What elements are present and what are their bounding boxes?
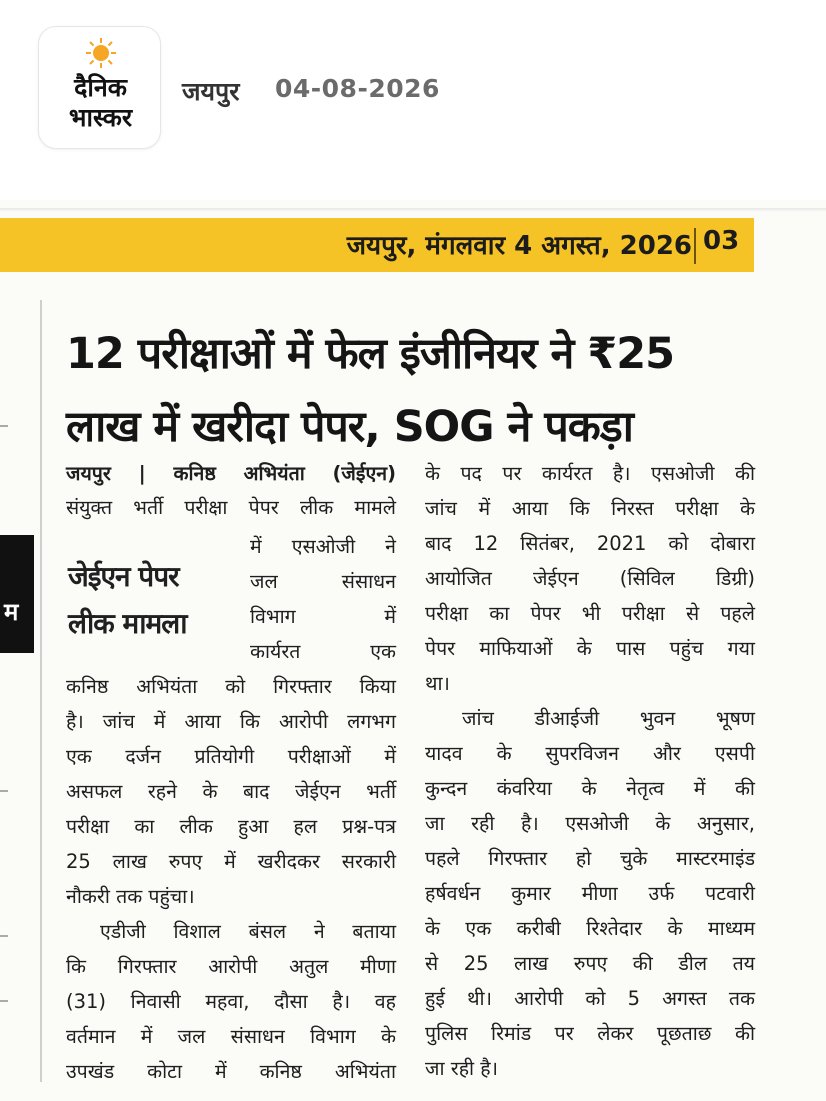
article-text-line: पहले गिरफ्तार हो चुके मास्टरमाइंड [425,847,755,870]
article-text-line: जा रही है। एसओजी के अनुसार, [425,812,755,835]
article-text-line: है। जांच में आया कि आरोपी लगभग [66,710,396,733]
article-text-line: विभाग में [250,605,396,628]
article-text-line: एडीजी विशाल बंसल ने बताया [100,920,396,943]
article-text-line: 25 लाख रुपए में खरीदकर सरकारी [66,850,396,873]
banner-divider [694,228,696,264]
article-text-line: जांच डीआईजी भुवन भूषण [462,707,755,730]
article-text-line: से 25 लाख रुपए की डील तय [425,952,755,975]
article-text-line: (31) निवासी महवा, दौसा है। वह [66,990,396,1013]
article-text-line: था। [425,672,450,695]
callout-line-1: जेईएन पेपर [68,560,179,593]
logo-wordmark-line1: दैनिक [74,73,127,102]
adjacent-article-block [0,535,34,653]
edge-mark [0,790,8,792]
article-text-line: आयोजित जेईएन (सिविल डिग्री) [425,567,755,590]
article-text-line: कनिष्ठ अभियंता को गिरफ्तार किया [66,675,396,698]
article-text-line: असफल रहने के बाद जेईएन भर्ती [66,780,396,803]
article-text-line: के पद पर कार्यरत है। एसओजी की [425,462,755,485]
edition-date: 04-08-2026 [275,74,440,103]
article-text-line: यादव के सुपरविजन और एसपी [425,742,755,765]
article-text-line: पुलिस रिमांड पर लेकर पूछताछ की [425,1022,755,1045]
app-header [0,0,826,200]
sun-icon [85,37,117,69]
article-text-line: हुई थी। आरोपी को 5 अगस्त तक [425,987,755,1010]
article-text-line: कार्यरत एक [250,640,396,663]
callout-line-2: लीक मामला [68,607,187,640]
article-text-line: पेपर माफियाओं के पास पहुंच गया [425,637,755,660]
article-text-line: एक दर्जन प्रतियोगी परीक्षाओं में [66,745,396,768]
article-text-line: बाद 12 सितंबर, 2021 को दोबारा [425,532,755,555]
edge-mark [0,1000,8,1002]
clipping-edge [0,208,826,212]
article-text-line: परीक्षा का पेपर भी परीक्षा से पहले [425,602,755,625]
banner-page-number: 03 [703,226,740,256]
headline-line-2: लाख में खरीदा पेपर, SOG ने पकड़ा [66,402,633,452]
article-text-line: हर्षवर्धन कुमार मीणा उर्फ पटवारी [425,882,755,905]
article-text-line: कि गिरफ्तार आरोपी अतुल मीणा [66,955,396,978]
banner-dateline: जयपुर, मंगलवार 4 अगस्त, 2026 [346,231,692,261]
article-text-line: परीक्षा का लीक हुआ हल प्रश्न-पत्र [66,815,396,838]
article-text-line: कुन्दन कंवरिया के नेतृत्व में की [425,777,755,800]
adjacent-article-fragment: म [4,598,19,626]
article-text-line: नौकरी तक पहुंचा। [66,885,195,908]
article-text-line: संयुक्त भर्ती परीक्षा पेपर लीक मामले [66,496,396,519]
article-text-line: उपखंड कोटा में कनिष्ठ अभियंता [66,1060,396,1083]
edge-mark [0,935,8,937]
article-text-line: जयपुर | कनिष्ठ अभियंता (जेईएन) [66,462,396,485]
article-text-line: में एसओजी ने [250,535,396,558]
column-rule [40,300,42,1082]
article-text-line: जा रही है। [425,1057,499,1080]
edge-mark [0,425,8,427]
article-text-line: के एक करीबी रिश्तेदार के माध्यम [425,917,755,940]
edition-city: जयपुर [182,77,240,106]
logo-wordmark-line2: भास्कर [68,103,133,132]
headline-line-1: 12 परीक्षाओं में फेल इंजीनियर ने ₹25 [66,329,675,379]
dainik-bhaskar-logo[interactable] [38,26,161,149]
article-text-line: जांच में आया कि निरस्त परीक्षा के [425,497,755,520]
article-text-line: वर्तमान में जल संसाधन विभाग के [66,1025,396,1048]
article-text-line: जल संसाधन [250,570,396,593]
